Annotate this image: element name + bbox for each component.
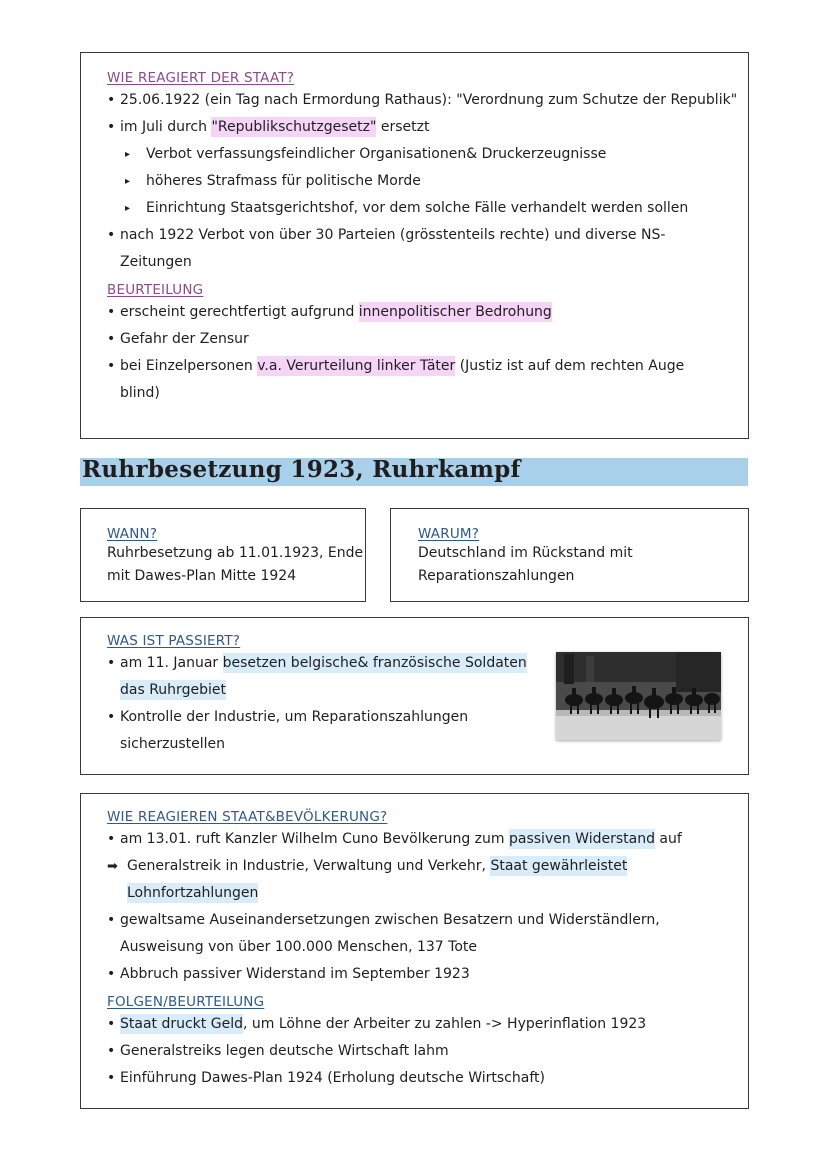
- list-item-continuation: Ausweisung von über 100.000 Menschen, 137 Tote: [120, 939, 477, 955]
- occupation-soldiers-photo: [556, 652, 721, 740]
- when-text-line: mit Dawes-Plan Mitte 1924: [107, 568, 297, 584]
- why-text-line: Deutschland im Rückstand mit: [418, 545, 633, 561]
- list-item: • Einführung Dawes-Plan 1924 (Erholung deutsche Wirtschaft): [107, 1065, 748, 1092]
- arrow-item-continuation: [107, 880, 748, 907]
- list-item: • erscheint gerechtfertigt aufgrund innenpolitischer Bedrohung: [107, 299, 748, 326]
- list-item: • 25.06.1922 (ein Tag nach Ermordung Rathaus): "Verordnung zum Schutze der Republik": [107, 87, 748, 114]
- when-text-line: Ruhrbesetzung ab 11.01.1923, Ende: [107, 545, 364, 561]
- highlight: v.a. Verurteilung linker Täter: [257, 358, 456, 374]
- list-item: • nach 1922 Verbot von über 30 Parteien (grösstenteils rechte) und diverse NS-: [107, 222, 748, 249]
- list-item: • am 13.01. ruft Kanzler Wilhelm Cuno Bevölkerung zum passiven Widerstand auf: [107, 826, 748, 853]
- list-item: • Staat druckt Geld, um Löhne der Arbeiter zu zahlen -> Hyperinflation 1923: [107, 1011, 748, 1038]
- list-item: • im Juli durch "Republikschutzgesetz" ersetzt: [107, 114, 748, 141]
- highlight: Lohnfortzahlungen: [127, 885, 259, 901]
- sub-list-item: ▸ höheres Strafmass für politische Morde: [107, 168, 748, 195]
- sub-list-item: ▸ Verbot verfassungsfeindlicher Organisationen& Druckerzeugnisse: [107, 141, 748, 168]
- highlight: das Ruhrgebiet: [120, 682, 226, 698]
- list-item: • Kontrolle der Industrie, um Reparationszahlungen: [107, 704, 748, 731]
- section-title: Ruhrbesetzung 1923, Ruhrkampf: [82, 456, 521, 483]
- list-item: • bei Einzelpersonen v.a. Verurteilung linker Täter (Justiz ist auf dem rechten Auge: [107, 353, 748, 380]
- list-item-continuation: Zeitungen: [120, 254, 192, 270]
- highlight: besetzen belgische& französische Soldaten: [222, 655, 527, 671]
- heading-state-reaction: WIE REAGIERT DER STAAT?: [107, 70, 295, 86]
- sub-list-item: ▸ Einrichtung Staatsgerichtshof, vor dem solche Fälle verhandelt werden sollen: [107, 195, 748, 222]
- highlight: passiven Widerstand: [509, 831, 655, 847]
- list-item: • Generalstreiks legen deutsche Wirtschaft lahm: [107, 1038, 748, 1065]
- when-box: [80, 508, 366, 602]
- heading-what-happened: WAS IST PASSIERT?: [107, 633, 241, 649]
- why-text-line: Reparationszahlungen: [418, 568, 575, 584]
- arrow-item: ➡ Generalstreik in Industrie, Verwaltung und Verkehr, Staat gewährleistet: [107, 853, 748, 880]
- list-item-continuation: blind): [120, 385, 160, 401]
- why-box: [390, 508, 749, 602]
- reaction-box: [80, 793, 749, 1109]
- highlight: innenpolitischer Bedrohung: [358, 304, 552, 320]
- state-reaction-box: [80, 52, 749, 439]
- heading-consequences: FOLGEN/BEURTEILUNG: [107, 994, 265, 1010]
- highlight: Staat gewährleistet: [490, 858, 628, 874]
- list-item-continuation: sicherzustellen: [120, 736, 226, 752]
- list-item: • Abbruch passiver Widerstand im September 1923: [107, 961, 748, 988]
- soldiers-image-icon: [556, 652, 721, 740]
- heading-evaluation: BEURTEILUNG: [107, 282, 204, 298]
- list-item: • Gefahr der Zensur: [107, 326, 748, 353]
- heading-why: WARUM?: [418, 526, 480, 542]
- highlight: "Republikschutzgesetz": [211, 119, 377, 135]
- heading-when: WANN?: [107, 526, 158, 542]
- highlight: Staat druckt Geld: [120, 1016, 243, 1032]
- list-item: • gewaltsame Auseinandersetzungen zwischen Besatzern und Widerständlern,: [107, 907, 748, 934]
- list-item: • am 11. Januar besetzen belgische& französische Soldaten: [107, 650, 748, 677]
- heading-reaction: WIE REAGIEREN STAAT&BEVÖLKERUNG?: [107, 809, 388, 825]
